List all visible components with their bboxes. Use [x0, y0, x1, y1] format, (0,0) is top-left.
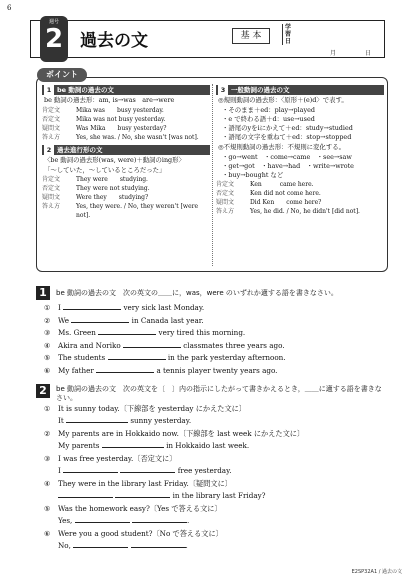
- answer-blank[interactable]: [123, 340, 181, 348]
- row-sentence: Yes, she was. / No, she wasn't [was not].: [76, 134, 199, 141]
- item-lead: Akira and Noriko: [58, 340, 121, 350]
- answer-tail: .: [186, 516, 190, 525]
- row-sentence: Ken did not come here.: [250, 190, 321, 197]
- list-item: [44, 352, 384, 365]
- level-badge: 基 本: [232, 28, 270, 44]
- list-item: [44, 302, 384, 315]
- example-row: [216, 198, 384, 207]
- item-number: ①: [44, 303, 51, 312]
- item-tail: classmates three years ago.: [183, 340, 285, 350]
- page-title: 過去の文: [80, 31, 148, 51]
- item-number: ②: [44, 315, 51, 325]
- item-tail: a tennis player twenty years ago.: [156, 365, 278, 375]
- row-key: 答え方: [42, 134, 61, 141]
- example-row: [42, 184, 210, 193]
- row-key: 否定文: [216, 190, 235, 197]
- list-item: [44, 340, 384, 353]
- list-item: [44, 429, 384, 454]
- answer-lead: I: [58, 466, 61, 475]
- bullet: ・go→went ・come→came ・see→saw: [222, 153, 352, 161]
- question-1-items: [44, 302, 384, 377]
- page-number: 6: [7, 4, 12, 12]
- answer-tail: sunny yesterday.: [130, 416, 192, 425]
- answer-tail: free yesterday.: [177, 466, 232, 475]
- list-item: [44, 327, 384, 340]
- row-key: 疑問文: [42, 194, 61, 201]
- bullet: ・get→got ・have→had ・write→wrote: [222, 162, 354, 170]
- item-number: ②: [44, 429, 51, 438]
- example-row: [216, 180, 384, 189]
- row-key: 肯定文: [42, 107, 61, 114]
- row-key: 疑問文: [216, 199, 235, 206]
- rule-text: be 動詞の過去形：am, is→was are→were: [44, 96, 175, 104]
- item-number: ⑥: [44, 529, 51, 538]
- list-item: [44, 479, 384, 504]
- answer-blank[interactable]: [115, 490, 170, 498]
- item-lead: The students: [58, 353, 106, 362]
- section-header: [216, 85, 384, 95]
- item-original: Was the homework easy?〔Yes で答える文に〕: [58, 504, 222, 513]
- section-title: 一般動詞の過去の文: [231, 86, 290, 94]
- item-lead: We: [58, 315, 70, 325]
- section-num: 2: [44, 145, 54, 155]
- example-row: [42, 193, 210, 202]
- item-tail: very sick last Monday.: [123, 303, 205, 312]
- list-item: [44, 504, 384, 529]
- example-row: [216, 189, 384, 198]
- item-original: Were you a good student?〔No で答える文に〕: [58, 529, 223, 538]
- answer-blank[interactable]: [132, 515, 190, 525]
- example-row: [42, 115, 210, 124]
- question-2-items: [44, 404, 384, 554]
- row-key: 肯定文: [216, 181, 235, 188]
- row-sentence: Yes, they were. / No, they weren't [were not].: [76, 203, 199, 219]
- item-number: ⑥: [44, 365, 51, 375]
- answer-tail: in Hokkaido last week.: [166, 441, 250, 450]
- item-lead: Ms. Green: [58, 328, 96, 337]
- example-row: [42, 133, 210, 142]
- answer-blank[interactable]: [108, 352, 166, 360]
- rule-text: 「〜していた，〜しているところだった」: [44, 166, 166, 174]
- bullet: ・語尾のyをiにかえて＋ed：study→studied: [222, 124, 353, 132]
- question-number: 1: [36, 286, 50, 300]
- answer-tail: .: [185, 541, 188, 550]
- unit-label: 週号: [48, 19, 59, 25]
- item-original: I was free yesterday.〔否定文に〕: [58, 454, 177, 463]
- answer-blank[interactable]: [58, 490, 113, 498]
- item-original: It is sunny today.〔下線部を yesterday にかえた文に〕: [58, 404, 247, 413]
- answer-blank[interactable]: [98, 327, 156, 335]
- footer-code: E2SP32A1 / 過去の文: [351, 569, 402, 575]
- answer-lead: My parents: [58, 441, 100, 450]
- row-key: 否定文: [42, 185, 61, 192]
- row-sentence: Mika was not busy yesterday.: [76, 116, 166, 123]
- row-sentence: Did Ken come here?: [250, 199, 322, 206]
- bullet: ・buy→bought など: [222, 171, 284, 179]
- answer-blank[interactable]: [120, 465, 175, 473]
- item-tail: in Canada last year.: [131, 315, 204, 325]
- section-title: be 動詞の過去の文: [57, 86, 114, 94]
- date-label: 学習日: [282, 24, 292, 45]
- list-item: [44, 529, 384, 554]
- item-number: ⑤: [44, 353, 51, 362]
- rule-text: ◎規則動詞の過去形：〈原形＋(e)d〉で表す。: [218, 96, 348, 104]
- row-key: 答え方: [216, 208, 235, 215]
- item-number: ③: [44, 454, 51, 463]
- bullet: ・そのまま＋ed：play→played: [222, 106, 315, 114]
- question-number: 2: [36, 384, 50, 398]
- answer-blank[interactable]: [66, 415, 128, 423]
- day-field[interactable]: 日: [365, 50, 372, 57]
- row-sentence: They were not studying.: [76, 185, 150, 192]
- list-item: [44, 454, 384, 479]
- row-key: 疑問文: [42, 125, 61, 132]
- question-title: be 動詞の過去の文 次の英文の＿＿に，was，were のいずれか適する語を書きなさい。: [56, 289, 338, 297]
- column-divider: [212, 84, 213, 266]
- unit-number: 2: [44, 24, 64, 54]
- answer-blank[interactable]: [63, 302, 121, 310]
- bullet: ・語尾の文字を重ねて＋ed：stop→stopped: [222, 133, 352, 141]
- row-sentence: Was Mika busy yesterday?: [76, 125, 167, 132]
- section-be-past: [42, 85, 210, 220]
- item-original: My parents are in Hokkaido now.〔下線部を last week にかえた文に〕: [58, 429, 305, 438]
- item-number: ①: [44, 404, 51, 413]
- row-key: 答え方: [42, 203, 61, 210]
- section-num: 3: [218, 85, 228, 95]
- answer-lead: Yes,: [58, 516, 73, 525]
- item-original: They were in the library last Friday.〔疑問文に〕: [58, 479, 232, 488]
- row-key: 否定文: [42, 116, 61, 123]
- answer-tail: in the library last Friday?: [172, 491, 266, 500]
- answer-blank[interactable]: [75, 515, 130, 523]
- row-sentence: They were studying.: [76, 176, 148, 183]
- item-tail: in the park yesterday afternoon.: [167, 353, 286, 362]
- point-tag: ポイント: [37, 68, 87, 82]
- row-sentence: Ken came here.: [250, 181, 314, 188]
- row-sentence: Were they studying?: [76, 194, 149, 201]
- item-number: ④: [44, 340, 51, 350]
- item-tail: very tired this morning.: [158, 328, 246, 337]
- answer-blank[interactable]: [73, 540, 128, 548]
- item-lead: My father: [58, 365, 94, 375]
- section-header: [42, 145, 210, 155]
- answer-blank[interactable]: [102, 440, 164, 448]
- section-general-past: [216, 85, 384, 216]
- section-title: 過去進行形の文: [57, 146, 103, 154]
- list-item: [44, 315, 384, 328]
- row-sentence: Mika was busy yesterday.: [76, 107, 164, 114]
- example-row: [42, 106, 210, 115]
- answer-blank[interactable]: [71, 315, 129, 323]
- item-lead: I: [58, 303, 61, 312]
- list-item: [44, 404, 384, 429]
- example-row: [42, 124, 210, 133]
- answer-blank[interactable]: [63, 465, 118, 473]
- row-key: 肯定文: [42, 176, 61, 183]
- answer-blank[interactable]: [131, 540, 186, 548]
- example-row: [216, 207, 384, 216]
- rule-text: ◎不規則動詞の過去形：不規則に変化する。: [218, 143, 345, 151]
- item-number: ⑤: [44, 504, 51, 513]
- unit-badge: [40, 16, 68, 62]
- answer-lead: It: [58, 416, 64, 425]
- row-sentence: Yes, he did. / No, he didn't [did not].: [250, 208, 360, 215]
- answer-lead: No,: [58, 541, 71, 550]
- rule-text: 〈be 動詞の過去形(was, were)＋動詞のing形〉: [44, 156, 185, 164]
- example-row: [42, 175, 210, 184]
- example-row: [42, 202, 210, 220]
- month-field[interactable]: 月: [330, 50, 337, 57]
- section-header: [42, 85, 210, 95]
- question-title: be 動詞の過去の文 次の英文を〔 〕内の指示にしたがって書きかえるとき，＿＿に適する語を書きなさい。: [56, 385, 382, 402]
- list-item: [44, 365, 384, 378]
- item-number: ③: [44, 328, 51, 337]
- section-num: 1: [44, 85, 54, 95]
- answer-blank[interactable]: [96, 365, 154, 373]
- bullet: ・e で終わる語＋d：use→used: [222, 115, 315, 123]
- item-number: ④: [44, 479, 51, 488]
